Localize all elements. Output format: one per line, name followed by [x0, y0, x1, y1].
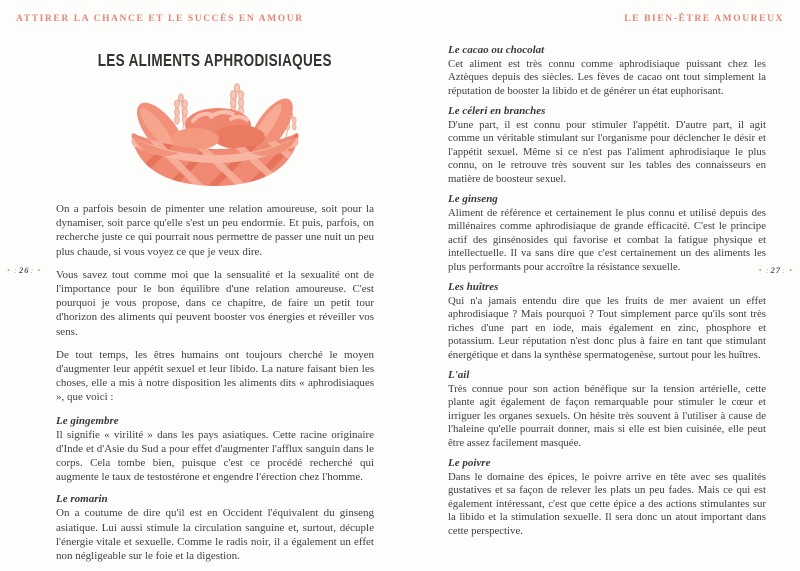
- section-body: Qui n'a jamais entendu dire que les fruits de mer avaient un effet aphrodisiaque ? Mais pourquoi ? Tout simplement parce qu'ils sont très riches d'une part en iode, mais également en zinc, phosphore et potassium. Leur réputation n'est donc plus à faire en tant que stimulant énergétique et dans la synthèse spermatogenèse, surtout pour les huîtres.: [448, 294, 766, 361]
- page-ornament: : •: [782, 265, 793, 275]
- section-romarin: [56, 492, 374, 563]
- section-heading: L'ail: [448, 369, 470, 381]
- section-heading: Le gingembre: [56, 414, 119, 427]
- section-body: D'une part, il est connu pour stimuler l'appétit. D'autre part, il agit comme un véritable stimulant sur l'organisme pour déclencher le désir et l'appétit sexuel. Même si ce n'est pas l'aliment aphrodisiaque le plus connu, on le retrouve très souvent sur les tables des connaisseurs en matière de boosteur sexuel.: [448, 118, 766, 185]
- section-cacao: [448, 44, 766, 98]
- section-body: Dans le domaine des épices, le poivre arrive en tête avec ses qualités gustatives et sa façon de relever les plats un peu fades. Mais ce qui est également intéressant, c'est que cette épice a des actions stimulantes sur la libido et la stimulation sexuelle. Il sera donc un atout important dans cette perspective.: [448, 470, 766, 537]
- page-number-left: [7, 265, 41, 275]
- left-running-header: ATTIRER LA CHANCE ET LE SUCCÈS EN AMOUR: [16, 14, 304, 24]
- right-page-column: [448, 44, 766, 545]
- page-number: 26: [18, 265, 30, 275]
- section-celeri: [448, 105, 766, 186]
- section-body: Cet aliment est très connu comme aphrodisiaque puissant chez les Aztèques depuis des siècles. Les fèves de cacao ont tout simplement la réputation de booster la libido et de générer un état euphorisant.: [448, 57, 766, 97]
- page-ornament: • :: [758, 265, 770, 275]
- page-ornament: : •: [30, 265, 42, 275]
- section-heading: Le céleri en branches: [448, 105, 546, 117]
- intro-paragraph: Vous savez tout comme moi que la sensualité et la sexualité ont de l'importance pour le bon équilibre d'une relation amoureuse. C'est pourquoi je vous propose, dans ce chapitre, de faire un petit tour d'horizon des aliments qui peuvent booster vos énergies et réveiller vos sens.: [56, 268, 374, 338]
- left-page-column: [56, 52, 374, 571]
- page-number-right: [759, 265, 793, 275]
- bread-basket-illustration: [56, 79, 374, 196]
- section-heading: Le poivre: [448, 457, 491, 469]
- page-ornament: • :: [7, 265, 18, 275]
- section-gingembre: [56, 414, 374, 485]
- chapter-title: LES ALIMENTS APHRODISIAQUES: [97, 51, 333, 71]
- section-ail: [448, 369, 766, 450]
- section-ginseng: [448, 193, 766, 274]
- section-body: Aliment de référence et certainement le plus connu et utilisé depuis des millénaires comme aphrodisiaque de grande efficacité. C'est le principe actif des ginsénosides qui favorise et combat la fatigue physique et intellectuelle. Il va sans dire que c'est certainement un des aliments les plus performants pour accroître la résistance sexuelle.: [448, 206, 766, 273]
- section-heading: Le cacao ou chocolat: [448, 44, 545, 56]
- intro-paragraph: De tout temps, les êtres humains ont toujours cherché le moyen d'augmenter leur appétit sexuel et leur libido. La nature faisant bien les choses, elle a mis à notre disposition les aliments dits « aphrodisiaques », que voici :: [56, 348, 374, 404]
- section-body: On a coutume de dire qu'il est en Occident l'équivalent du ginseng asiatique. Lui aussi stimule la circulation sanguine et, surtout, décuple l'énergie vitale et sexuelle. Comme le radis noir, il a également un effet non négligeable sur le foie et la digestion.: [56, 507, 374, 563]
- section-poivre: [448, 457, 766, 538]
- intro-paragraph: On a parfois besoin de pimenter une relation amoureuse, soit pour la dynamiser, soit parce qu'elle s'est un peu endormie. Et puis, parfois, on recherche juste ce qui pourrait nous permettre de passer une nuit un peu plus chaude, si vous voyez ce que je veux dire.: [56, 203, 374, 258]
- section-heading: Les huîtres: [448, 281, 499, 293]
- section-heading: Le romarin: [56, 493, 108, 506]
- section-heading: Le ginseng: [448, 193, 498, 205]
- bread-basket-wheat-icon: [115, 79, 315, 191]
- section-body: Il signifie « virilité » dans les pays asiatiques. Cette racine originaire d'Inde et d'Asie du Sud a pour effet d'augmenter l'afflux sanguin dans le corps. Cela tombe bien, puisque c'est ce procédé recherché qui augmente le taux de testostérone et engendre l'érection chez l'homme.: [56, 428, 374, 484]
- section-body: Très connue pour son action bénéfique sur la tension artérielle, cette plante agit également de façon remarquable pour stimuler le cœur et irriguer les organes sexuels. On hésite très souvent à l'utiliser à cause de l'haleine qu'elle pourrait donner, mais si elle est bien cuisinée, elle peut être assez facilement masquée.: [448, 382, 766, 449]
- page-number: 27: [770, 265, 782, 275]
- section-huitres: [448, 281, 766, 362]
- right-running-header: LE BIEN-ÊTRE AMOUREUX: [624, 14, 784, 24]
